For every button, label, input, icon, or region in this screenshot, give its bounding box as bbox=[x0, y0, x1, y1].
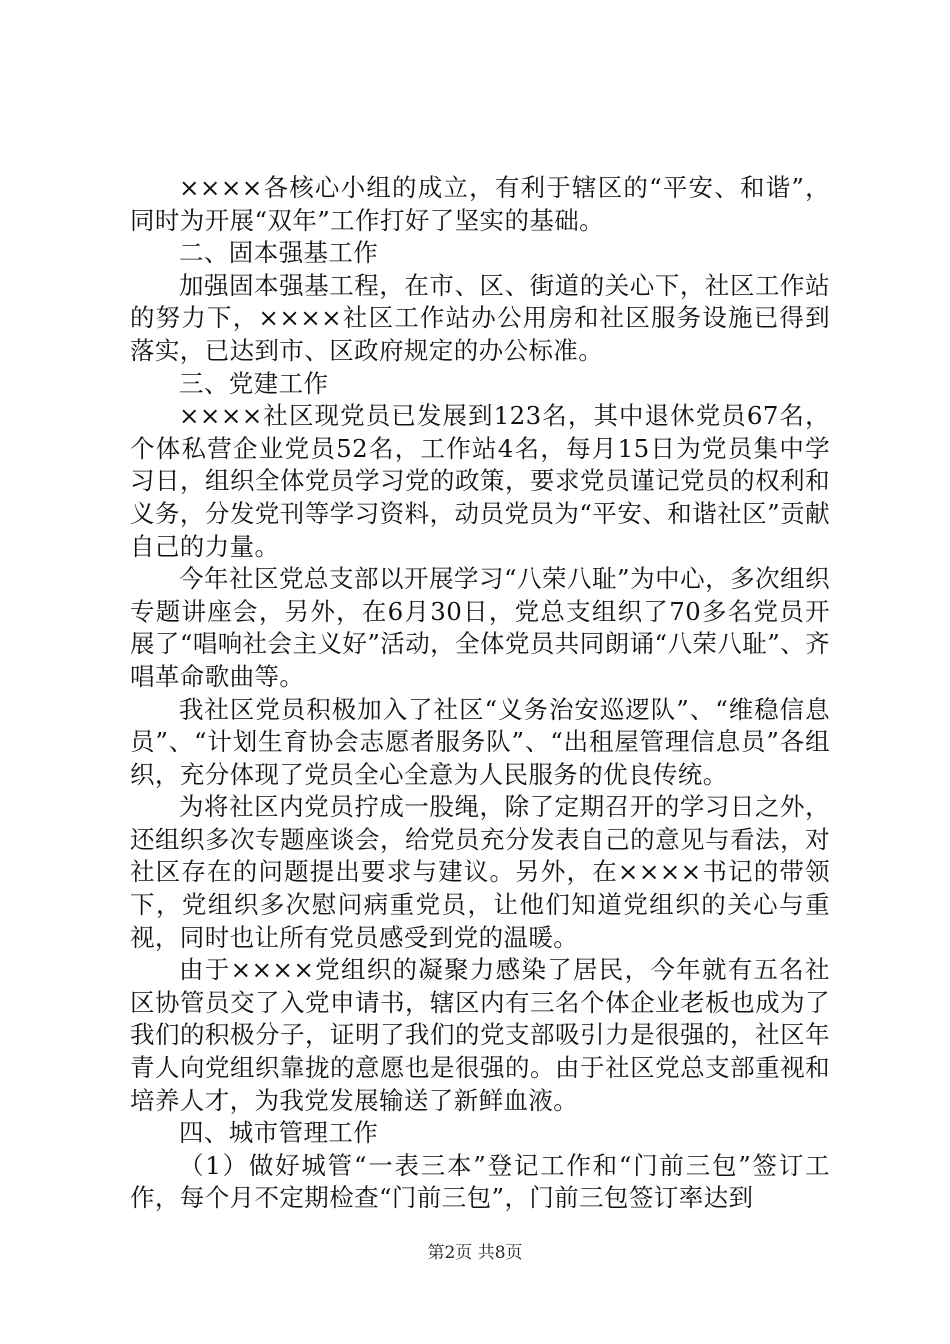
paragraph-foundation: 加强固本强基工程，在市、区、街道的关心下，社区工作站的努力下，××××社区工作站办公用房和社区服务设施已得到落实，已达到市、区政府规定的办公标准。 bbox=[130, 270, 830, 365]
section-heading-city-management: 四、城市管理工作 bbox=[179, 1118, 379, 1148]
section-heading-party-building: 三、党建工作 bbox=[179, 368, 329, 398]
document-body bbox=[130, 172, 830, 1215]
paragraph-city-management: （1）做好城管“一表三本”登记工作和“门前三包”签订工作，每个月不定期检查“门前三包”，门前三包签订率达到 bbox=[130, 1150, 830, 1213]
paragraph-eight-honors: 今年社区党总支部以开展学习“八荣八耻”为中心，多次组织专题讲座会，另外，在6月30日，党总支组织了70多名党员开展了“唱响社会主义好”活动，全体党员共同朗诵“八荣八耻”、齐唱革命歌曲等。 bbox=[130, 564, 830, 691]
section-heading-foundation: 二、固本强基工作 bbox=[179, 238, 379, 268]
paragraph-volunteer-teams: 我社区党员积极加入了社区“义务治安巡逻队”、“维稳信息员”、“计划生育协会志愿者服务队”、“出租屋管理信息员”各组织，充分体现了党员全心全意为人民服务的优良传统。 bbox=[130, 694, 830, 789]
paragraph-core-groups: ××××各核心小组的成立，有利于辖区的“平安、和谐”，同时为开展“双年”工作打好了坚实的基础。 bbox=[130, 173, 830, 235]
paragraph-seminars: 为将社区内党员拧成一股绳，除了定期召开的学习日之外，还组织多次专题座谈会，给党员充分发表自己的意见与看法，对社区存在的问题提出要求与建议。另外，在××××书记的带领下，党组织多次慰问病重党员，让他们知道党组织的关心与重视，同时也让所有党员感受到党的温暖。 bbox=[130, 792, 830, 952]
paragraph-cohesion: 由于××××党组织的凝聚力感染了居民，今年就有五名社区协管员交了入党申请书，辖区内有三名个体企业老板也成为了我们的积极分子，证明了我们的党支部吸引力是很强的，社区年青人向党组织靠拢的意愿也是很强的。由于社区党总支部重视和培养人才，为我党发展输送了新鲜血液。 bbox=[130, 955, 830, 1115]
paragraph-party-members: ××××社区现党员已发展到123名，其中退休党员67名，个体私营企业党员52名，工作站4名，每月15日为党员集中学习日，组织全体党员学习党的政策，要求党员谨记党员的权利和义务，分发党刊等学习资料，动员党员为“平安、和谐社区”贡献自己的力量。 bbox=[130, 401, 830, 561]
page-number-footer: 第2页 共8页 bbox=[427, 1243, 523, 1263]
